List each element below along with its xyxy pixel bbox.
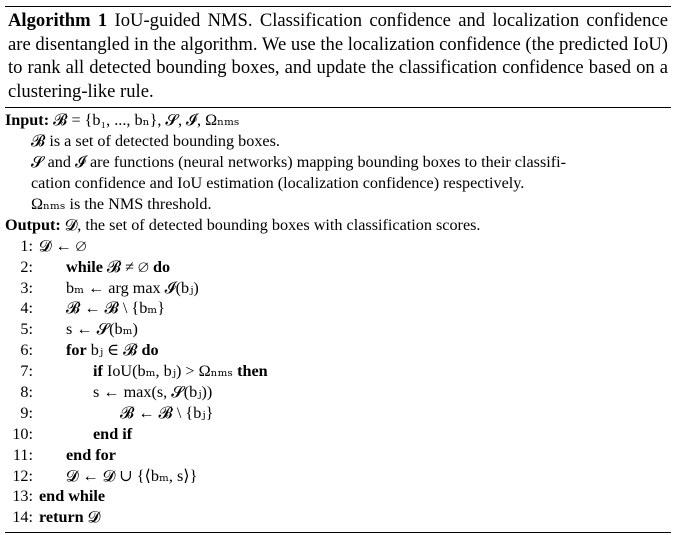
algorithm-step xyxy=(5,236,671,257)
caption-label: Algorithm 1 xyxy=(8,10,108,31)
step-content xyxy=(39,446,116,464)
step-expression: 𝓓 ← 𝓓 ∪ {⟨bₘ, s⟩} xyxy=(66,466,198,485)
step-keyword: for xyxy=(66,341,87,360)
input-desc-4: Ωₙₘₛ is the NMS threshold. xyxy=(31,194,212,213)
step-expression: 𝓑 ← 𝓑 \ {bₘ} xyxy=(66,299,165,318)
step-number: 9: xyxy=(20,403,33,422)
input-value: 𝓑 = {b₁, ..., bₙ}, 𝓢, 𝓘, Ωₙₘₛ xyxy=(53,111,240,130)
step-expression: s ← max(s, 𝓢(bⱼ)) xyxy=(93,382,213,401)
step-number: 5: xyxy=(20,320,33,339)
algorithm-step xyxy=(5,382,671,403)
step-keyword-end: then xyxy=(233,362,268,381)
step-expression: 𝓑 ≠ ∅ xyxy=(102,257,149,276)
step-number: 12: xyxy=(12,466,33,485)
algorithm-step xyxy=(5,507,671,528)
algorithm-steps xyxy=(5,236,671,528)
step-number: 2: xyxy=(20,257,33,276)
step-content xyxy=(39,487,105,505)
input-label: Input: xyxy=(5,111,50,130)
step-expression: 𝓓 ← ∅ xyxy=(39,236,87,255)
step-number: 10: xyxy=(12,424,33,443)
step-number: 1: xyxy=(20,236,33,255)
step-expression: bⱼ ∈ 𝓑 xyxy=(86,341,138,360)
step-number: 8: xyxy=(20,382,33,401)
step-keyword: end if xyxy=(93,424,133,443)
step-keyword: while xyxy=(66,257,103,276)
step-content xyxy=(39,508,100,526)
step-number: 3: xyxy=(20,278,33,297)
algorithm-caption xyxy=(5,7,671,103)
step-expression: 𝓓 xyxy=(83,508,101,527)
algorithm-step xyxy=(5,257,671,278)
step-expression: s ← 𝓢(bₘ) xyxy=(66,320,138,339)
algorithm-step xyxy=(5,445,671,466)
step-keyword: end while xyxy=(39,487,106,506)
step-number: 7: xyxy=(20,362,33,381)
algorithm-step xyxy=(5,403,671,424)
bottom-rule xyxy=(5,532,671,533)
output-value: 𝓓, the set of detected bounding boxes with classification scores. xyxy=(64,215,481,234)
algorithm-step xyxy=(5,340,671,361)
caption-text: IoU-guided NMS. Classification confidence and localization confidence are disentangled in the algorithm. We use the localization confidence (the predicted IoU) to rank all detected bounding boxes, and update the classification confidence based on a clustering-like rule. xyxy=(8,10,668,102)
step-keyword-end: do xyxy=(137,341,159,360)
step-content xyxy=(39,383,212,401)
step-content xyxy=(39,341,159,359)
algorithm-step xyxy=(5,298,671,319)
algorithm-box xyxy=(5,6,671,533)
algorithm-body xyxy=(5,108,671,528)
step-keyword: if xyxy=(93,362,103,381)
algorithm-step xyxy=(5,466,671,487)
input-desc-1: 𝓑 is a set of detected bounding boxes. xyxy=(31,132,280,151)
step-number: 14: xyxy=(12,508,33,527)
input-line xyxy=(5,110,671,131)
step-content xyxy=(39,425,132,443)
step-number: 6: xyxy=(20,341,33,360)
step-number: 13: xyxy=(12,487,33,506)
step-keyword: end for xyxy=(66,445,116,464)
step-content xyxy=(39,279,199,297)
step-expression: 𝓑 ← 𝓑 \ {bⱼ} xyxy=(120,403,214,422)
step-content xyxy=(39,237,86,255)
step-content xyxy=(39,299,165,317)
step-content xyxy=(39,362,268,380)
step-expression: IoU(bₘ, bⱼ) > Ωₙₘₛ xyxy=(102,362,234,381)
output-label: Output: xyxy=(5,215,61,234)
step-number: 4: xyxy=(20,299,33,318)
algorithm-step xyxy=(5,486,671,507)
algorithm-step xyxy=(5,278,671,299)
step-keyword-end: do xyxy=(148,257,171,276)
step-expression: bₘ ← arg max 𝓘(bⱼ) xyxy=(66,278,199,297)
step-number: 11: xyxy=(12,445,33,464)
step-keyword: return xyxy=(39,508,84,527)
algorithm-step xyxy=(5,361,671,382)
step-content xyxy=(39,404,213,422)
algorithm-step xyxy=(5,424,671,445)
step-content xyxy=(39,467,197,485)
input-desc-2: 𝓢 and 𝓘 are functions (neural networks) mapping bounding boxes to their classifi- xyxy=(31,153,567,172)
step-content xyxy=(39,320,138,338)
algorithm-step xyxy=(5,319,671,340)
input-desc-3: cation confidence and IoU estimation (localization confidence) respectively. xyxy=(31,174,525,193)
output-line xyxy=(5,215,671,236)
step-content xyxy=(39,258,170,276)
